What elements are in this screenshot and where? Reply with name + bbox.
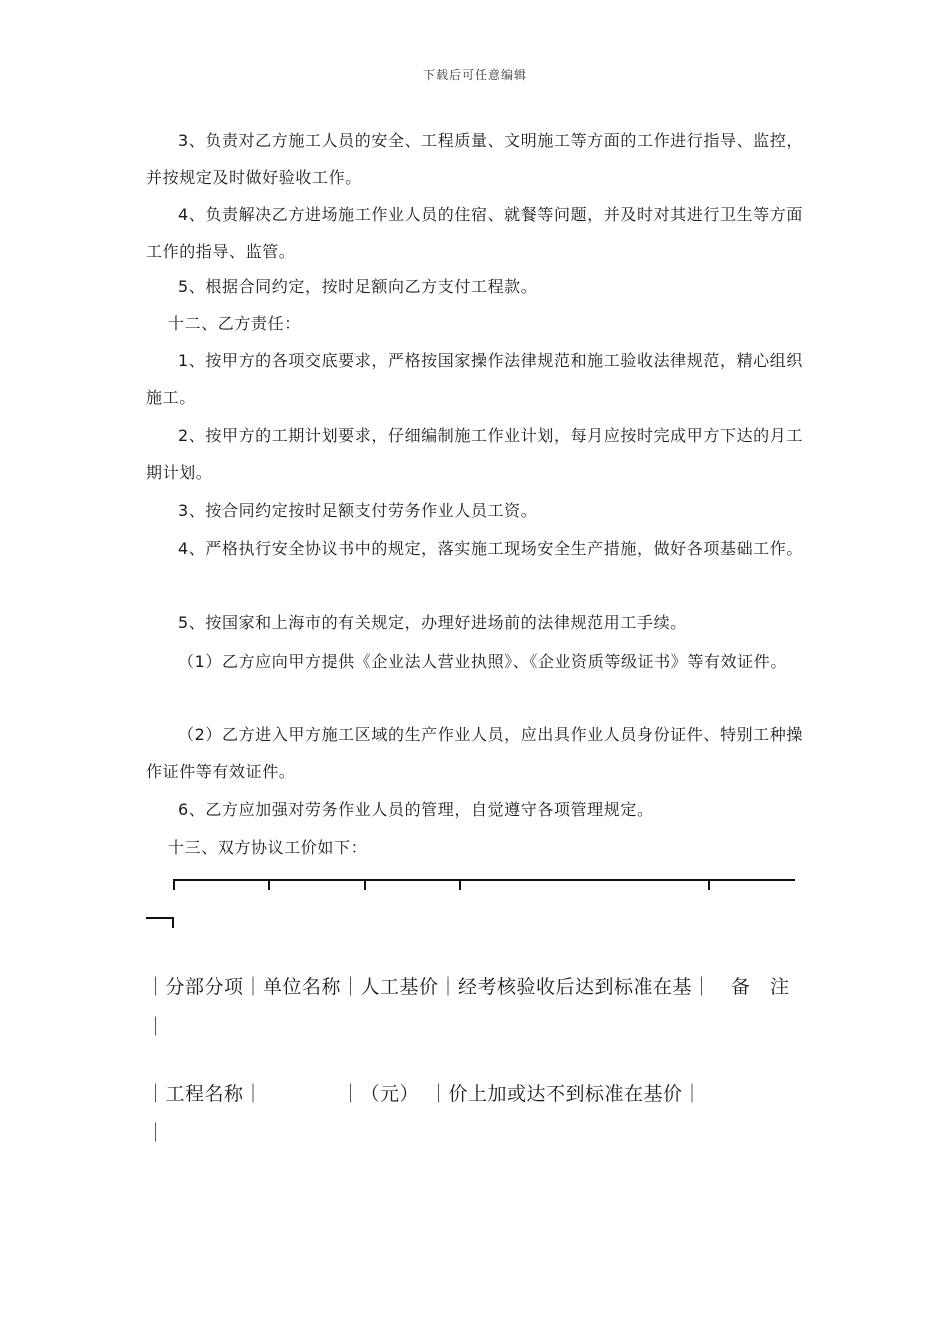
table-border-tick	[173, 879, 175, 890]
paragraph-b5-1: （1）乙方应向甲方提供《企业法人营业执照》、《企业资质等级证书》等有效证件。	[178, 652, 787, 671]
table-row-header-1-end: ｜	[146, 1016, 166, 1038]
table-row-header-2-end: ｜	[146, 1122, 166, 1144]
paragraph-b2: 2、按甲方的工期计划要求，仔细编制施工作业计划，每月应按时完成甲方下达的月工期计划。	[146, 426, 803, 482]
paragraph-b5-2: （2）乙方进入甲方施工区域的生产作业人员，应出具作业人员身份证件、特别工种操作证件等有效证件。	[146, 725, 803, 781]
table-row-header-1: ｜分部分项｜单位名称｜人工基价｜经考核验收后达到标准在基｜ 备 注	[146, 976, 790, 998]
table-top-border-wrap	[146, 917, 173, 919]
table-row-header-2: ｜工程名称｜ ｜（元） ｜价上加或达不到标准在基价｜	[146, 1083, 703, 1105]
paragraph-b5: 5、按国家和上海市的有关规定，办理好进场前的法律规范用工手续。	[178, 613, 687, 632]
table-border-tick	[172, 917, 174, 928]
paragraph-b4: 4、严格执行安全协议书中的规定，落实施工现场安全生产措施，做好各项基础工作。	[178, 539, 803, 558]
table-border-tick	[268, 879, 270, 890]
paragraph-b6: 6、乙方应加强对劳务作业人员的管理，自觉遵守各项管理规定。	[178, 800, 654, 819]
table-border-tick	[459, 879, 461, 890]
paragraph-a3: 3、负责对乙方施工人员的安全、工程质量、文明施工等方面的工作进行指导、监控，并按规定及时做好验收工作。	[146, 131, 803, 187]
table-top-border	[173, 879, 795, 881]
table-border-tick	[708, 879, 710, 890]
page-header-note: 下载后可任意编辑	[422, 68, 527, 82]
paragraph-a4: 4、负责解决乙方进场施工作业人员的住宿、就餐等问题，并及时对其进行卫生等方面工作的指导、监管。	[146, 205, 803, 261]
paragraph-b1: 1、按甲方的各项交底要求，严格按国家操作法律规范和施工验收法律规范，精心组织施工。	[146, 351, 803, 407]
paragraph-b3: 3、按合同约定按时足额支付劳务作业人员工资。	[178, 501, 538, 520]
section-heading-12: 十二、乙方责任：	[168, 314, 301, 333]
table-border-tick	[364, 879, 366, 890]
paragraph-a5: 5、根据合同约定，按时足额向乙方支付工程款。	[178, 277, 538, 296]
section-heading-13: 十三、双方协议工价如下：	[168, 838, 368, 857]
